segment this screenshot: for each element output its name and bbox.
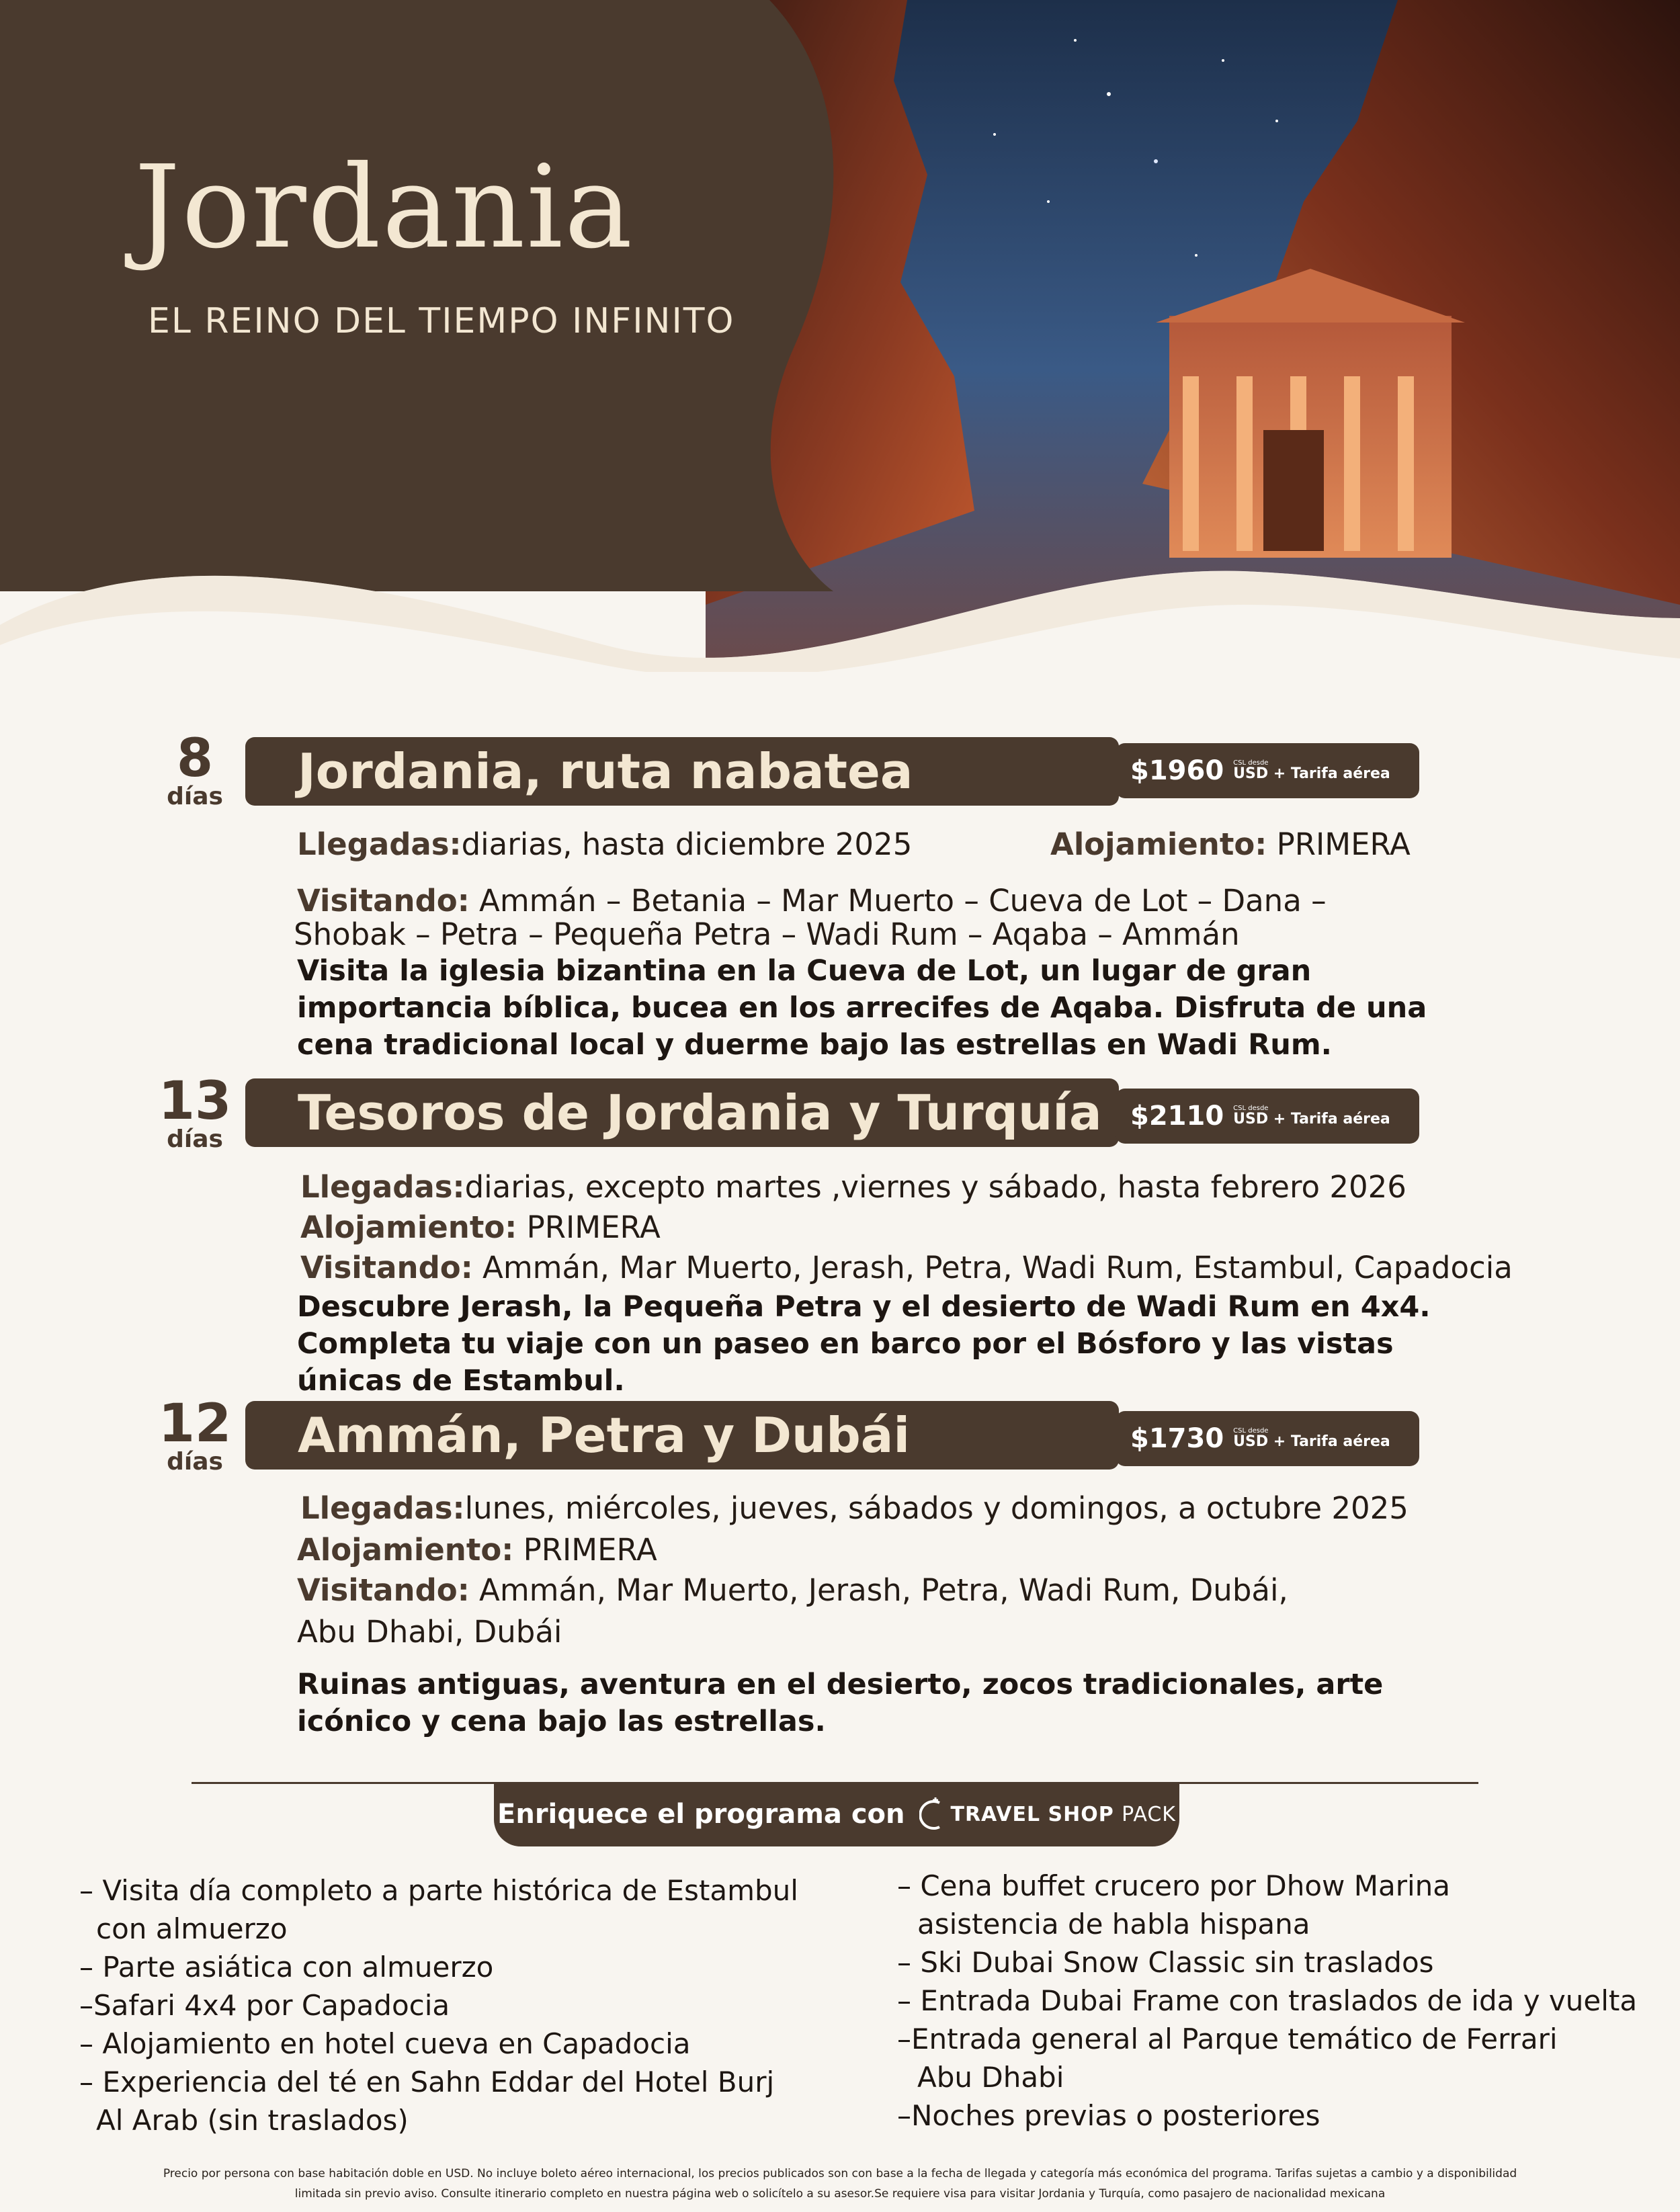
extras-right-list	[897, 1867, 1637, 2135]
package-1-lodging: Alojamiento: PRIMERA	[1050, 826, 1411, 862]
list-item: –Noches previas o posteriores	[897, 2099, 1320, 2132]
price-tiny: CSL desde	[1233, 1427, 1269, 1435]
package-1-price	[1116, 743, 1419, 798]
days-number: 8	[176, 728, 214, 789]
package-2-days	[138, 1071, 252, 1153]
enrich-banner	[494, 1782, 1179, 1846]
package-1-visiting-cont: Shobak – Petra – Pequeña Petra – Wadi Rum – Aqaba – Ammán	[294, 917, 1240, 952]
list-item: – Experiencia del té en Sahn Eddar del Hotel Burj	[79, 2066, 775, 2098]
package-2-title-bar	[245, 1078, 1119, 1147]
package-1-days	[138, 728, 252, 810]
list-item: – Cena buffet crucero por Dhow Marina	[897, 1869, 1450, 1902]
price-value: $1730	[1130, 1423, 1224, 1454]
package-3-title-bar	[245, 1401, 1119, 1470]
list-item: –Entrada general al Parque temático de Ferrari	[897, 2023, 1558, 2055]
list-item: – Ski Dubai Snow Classic sin traslados	[897, 1946, 1434, 1979]
package-3-visiting: Visitando: Ammán, Mar Muerto, Jerash, Petra, Wadi Rum, Dubái,	[297, 1572, 1288, 1608]
package-3-price	[1116, 1411, 1419, 1466]
price-currency: USD + Tarifa aérea	[1233, 1111, 1390, 1128]
list-item: Al Arab (sin traslados)	[96, 2104, 409, 2137]
page-title: Jordania	[134, 141, 634, 274]
days-label: días	[167, 1448, 223, 1476]
price-value: $1960	[1130, 755, 1224, 786]
petra-treasury-illustration	[1156, 269, 1465, 558]
price-currency: USD + Tarifa aérea	[1233, 1433, 1390, 1450]
package-1-description: Visita la iglesia bizantina en la Cueva de Lot, un lugar de gran importancia bíblica, bucea en los arrecifes de Aqaba. Disfruta de una cena tradicional local y duerme bajo las estrellas en Wadi Rum.	[297, 954, 1427, 1062]
page-subtitle: EL REINO DEL TIEMPO INFINITO	[148, 301, 735, 341]
package-2-lodging: Alojamiento: PRIMERA	[300, 1209, 661, 1245]
package-3-description: Ruinas antiguas, aventura en el desierto, zocos tradicionales, arte icónico y cena bajo las estrellas.	[297, 1668, 1384, 1738]
list-item: – Visita día completo a parte histórica de Estambul	[79, 1874, 798, 1907]
list-item: – Parte asiática con almuerzo	[79, 1951, 494, 1984]
package-2-visiting: Visitando: Ammán, Mar Muerto, Jerash, Petra, Wadi Rum, Estambul, Capadocia	[300, 1250, 1513, 1285]
package-3-visiting-cont: Abu Dhabi, Dubái	[297, 1614, 562, 1650]
package-2-price	[1116, 1089, 1419, 1144]
days-label: días	[167, 1125, 223, 1153]
enrich-label: Enriquece el programa con	[497, 1799, 905, 1830]
list-item: con almuerzo	[96, 1912, 288, 1945]
package-3-lodging: Alojamiento: PRIMERA	[297, 1532, 657, 1568]
package-3-arrivals: Llegadas:lunes, miércoles, jueves, sábados y domingos, a octubre 2025	[300, 1490, 1409, 1526]
footer-disclaimer	[0, 2164, 1680, 2204]
disclaimer-line-2: limitada sin previo aviso. Consulte itinerario completo en nuestra página web o solicítelo a su asesor.Se requiere visa para visitar Jordania y Turquía, como pasajero de nacionalidad mexicana	[294, 2187, 1386, 2201]
travel-shop-brand: TRAVEL SHOP PACK	[950, 1802, 1176, 1826]
list-item: – Entrada Dubai Frame con traslados de ida y vuelta	[897, 1984, 1638, 2017]
package-1-arrivals: Llegadas:diarias, hasta diciembre 2025	[297, 826, 913, 862]
package-1-title-bar	[245, 737, 1119, 806]
package-2-title: Tesoros de Jordania y Turquía	[298, 1084, 1102, 1141]
package-3-title: Ammán, Petra y Dubái	[298, 1407, 911, 1463]
extras-left-list	[79, 1871, 798, 2139]
price-value: $2110	[1130, 1101, 1224, 1132]
price-currency: USD + Tarifa aérea	[1233, 765, 1390, 782]
package-3-days	[138, 1394, 252, 1476]
price-tiny: CSL desde	[1233, 1105, 1269, 1112]
days-number: 13	[158, 1071, 232, 1132]
list-item: –Safari 4x4 por Capadocia	[79, 1989, 450, 2022]
travel-shop-logo-icon	[919, 1797, 950, 1831]
list-item: – Alojamiento en hotel cueva en Capadocia	[79, 2027, 691, 2060]
package-2-arrivals: Llegadas:diarias, excepto martes ,viernes y sábado, hasta febrero 2026	[300, 1169, 1406, 1205]
package-2-description: Descubre Jerash, la Pequeña Petra y el desierto de Wadi Rum en 4x4. Completa tu viaje con un paseo en barco por el Bósforo y las vistas únicas de Estambul.	[297, 1290, 1431, 1398]
package-1-title: Jordania, ruta nabatea	[298, 743, 913, 800]
list-item: asistencia de habla hispana	[917, 1908, 1310, 1941]
disclaimer-line-1: Precio por persona con base habitación doble en USD. No incluye boleto aéreo internacional, los precios publicados son con base a la fecha de llegada y categoría más económica del programa. Tarifas sujetas a cambio y a disponibilidad	[163, 2167, 1517, 2180]
list-item: Abu Dhabi	[917, 2061, 1064, 2094]
days-number: 12	[158, 1394, 232, 1454]
days-label: días	[167, 783, 223, 810]
price-tiny: CSL desde	[1233, 759, 1269, 767]
package-1-visiting: Visitando: Ammán – Betania – Mar Muerto – Cueva de Lot – Dana –	[297, 883, 1327, 919]
